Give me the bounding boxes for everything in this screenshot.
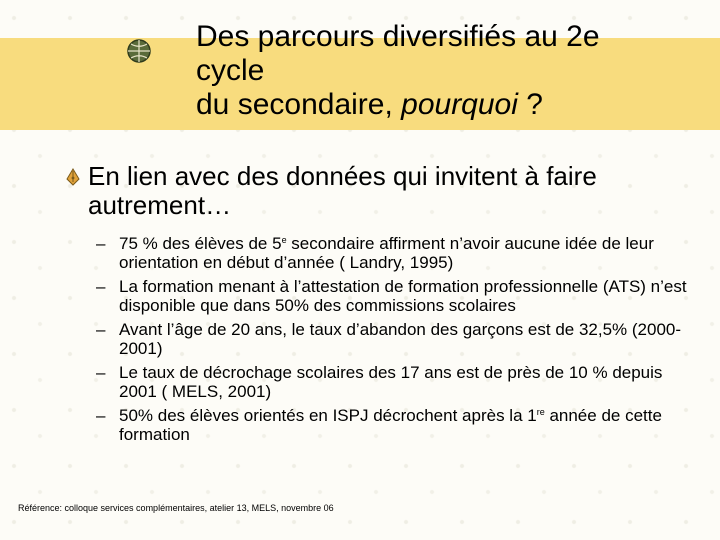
globe-bullet-icon — [126, 38, 152, 64]
sub-point-text-continued: année de cette formation — [119, 406, 662, 444]
dash-bullet: – — [96, 320, 106, 339]
list-item — [62, 234, 702, 272]
dash-bullet: – — [96, 277, 106, 296]
dash-bullet: – — [96, 234, 106, 253]
list-item — [62, 406, 702, 444]
main-point-text: En lien avec des données qui invitent à faire autrement… — [88, 161, 597, 220]
sub-point-text: La formation menant à l’attestation de formation professionnelle (ATS) n’est disponible que dans 50% des commissions scolaires — [119, 277, 687, 315]
reference-note: Référence: colloque services complémentaires, atelier 13, MELS, novembre 06 — [18, 503, 334, 513]
list-item — [62, 320, 702, 358]
title-line-3 — [196, 88, 696, 122]
title-line-1: Des parcours diversifiés au 2e — [196, 20, 600, 53]
title-line-3-prefix: du secondaire, — [196, 88, 402, 121]
sub-point-text: Le taux de décrochage scolaires des 17 ans est de près de 10 % depuis 2001 ( MELS, 2001) — [119, 363, 663, 401]
sub-point-list — [62, 234, 702, 444]
list-item — [62, 277, 702, 315]
dash-bullet: – — [96, 406, 106, 425]
page-title — [196, 20, 696, 122]
main-point — [62, 162, 702, 220]
slide-body — [62, 162, 702, 449]
sub-point-text-continued: secondaire affirment n’avoir aucune idée de leur orientation en début d’année ( Landry, 1995) — [119, 234, 654, 272]
sub-point-text: Avant l’âge de 20 ans, le taux d’abandon des garçons est de 32,5% (2000-2001) — [119, 320, 682, 358]
title-line-3-suffix: ? — [517, 88, 543, 121]
superscript: re — [536, 407, 545, 417]
title-line-2: cycle — [196, 54, 265, 87]
sub-point-text: 75 % des élèves de 5 — [119, 234, 282, 253]
dash-bullet: – — [96, 363, 106, 382]
title-emphasis: pourquoi — [401, 88, 518, 121]
sub-point-text: 50% des élèves orientés en ISPJ décrochent après la 1 — [119, 406, 537, 425]
superscript: e — [281, 235, 287, 245]
pen-nib-bullet-icon — [62, 166, 84, 188]
list-item — [62, 363, 702, 401]
